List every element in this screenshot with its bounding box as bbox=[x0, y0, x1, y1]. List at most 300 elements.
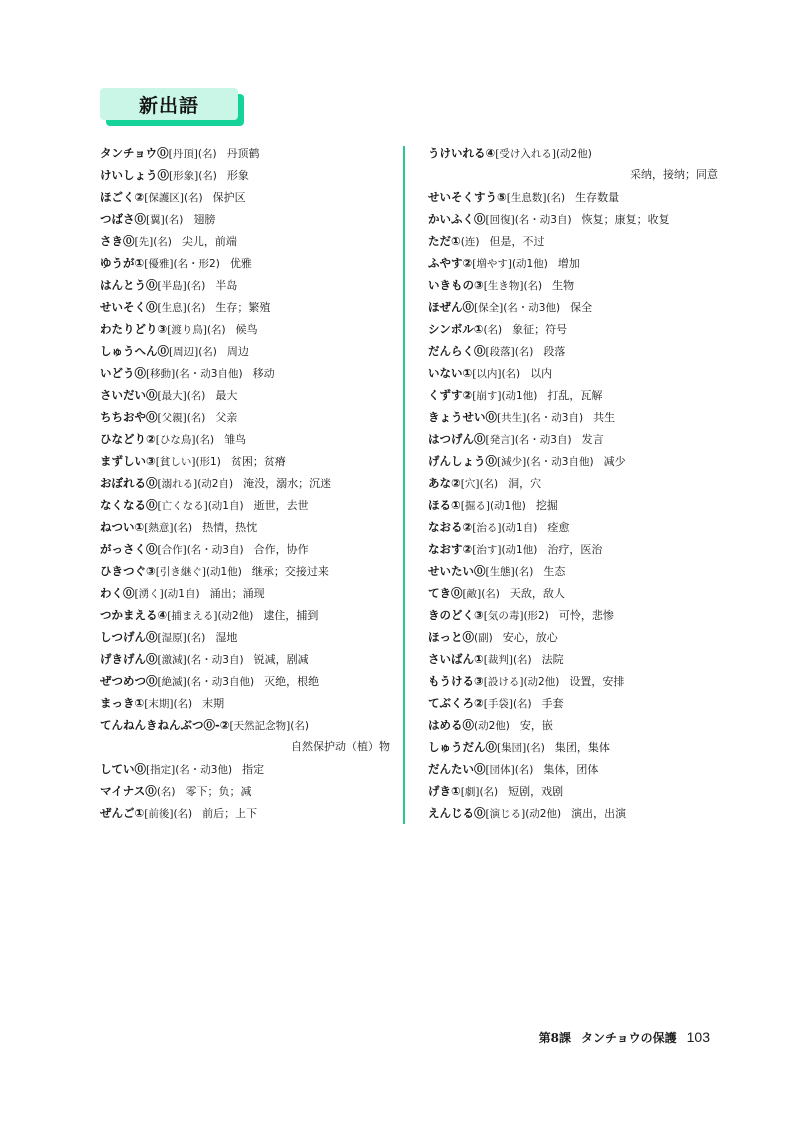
vocab-reading: てき⓪ bbox=[428, 586, 463, 600]
vocab-meaning: 治疗，医治 bbox=[547, 543, 603, 556]
vocab-meaning: 尖儿，前端 bbox=[181, 235, 237, 248]
vocab-entry bbox=[428, 450, 718, 472]
vocab-kanji: [最大] bbox=[157, 390, 187, 402]
vocab-kanji: [生息数] bbox=[506, 192, 547, 204]
vocab-entry bbox=[428, 714, 718, 736]
vocab-entry bbox=[428, 186, 718, 208]
vocab-kanji: [段落] bbox=[485, 346, 515, 358]
vocab-reading: ひきつぐ③ bbox=[100, 564, 156, 578]
vocab-meaning: 手套 bbox=[541, 697, 564, 710]
vocab-kanji: [捕まえる] bbox=[167, 610, 218, 622]
vocab-part-of-speech: (连) bbox=[460, 236, 480, 248]
vocab-kanji: [絶滅] bbox=[157, 676, 187, 688]
vocab-kanji: [劇] bbox=[460, 786, 480, 798]
vocab-kanji: [共生] bbox=[497, 412, 527, 424]
vocab-entry bbox=[100, 186, 390, 208]
vocab-kanji: [減少] bbox=[497, 456, 527, 468]
vocab-entry bbox=[100, 362, 390, 384]
vocab-entry bbox=[100, 230, 390, 252]
vocab-entry bbox=[100, 406, 390, 428]
vocab-kanji: [集団] bbox=[497, 742, 527, 754]
vocab-meaning: 逝世，去世 bbox=[253, 499, 309, 512]
vocab-reading: してい⓪ bbox=[100, 762, 146, 776]
vocab-entry bbox=[100, 472, 390, 494]
vocab-meaning: 湿地 bbox=[215, 631, 238, 644]
vocab-reading: はつげん⓪ bbox=[428, 432, 486, 446]
vocab-part-of-speech: (名) bbox=[290, 720, 309, 732]
vocab-kanji: [ひな鳥] bbox=[155, 434, 196, 446]
vocab-entry bbox=[100, 142, 390, 164]
vocab-kanji: [生き物] bbox=[483, 280, 524, 292]
vocab-meaning: 短剧，戏剧 bbox=[508, 785, 564, 798]
vocab-entry bbox=[100, 758, 390, 780]
vocab-part-of-speech: (名) bbox=[198, 170, 217, 182]
vocab-kanji: [溺れる] bbox=[157, 478, 198, 490]
vocab-reading: つかまえる④ bbox=[100, 608, 168, 622]
vocab-meaning: 锐减，剧减 bbox=[253, 653, 309, 666]
vocab-entry bbox=[428, 296, 718, 318]
vocab-part-of-speech: (动1他) bbox=[501, 390, 538, 402]
vocab-kanji: [湧く] bbox=[134, 588, 164, 600]
vocab-meaning: 逮住，捕到 bbox=[263, 609, 319, 622]
vocab-meaning: 安心，放心 bbox=[502, 631, 558, 644]
vocab-part-of-speech: (名) bbox=[183, 192, 203, 204]
vocab-kanji: [移動] bbox=[146, 368, 176, 380]
vocab-kanji: [治す] bbox=[472, 544, 502, 556]
vocab-entry bbox=[100, 296, 390, 318]
vocab-meaning: 洞，穴 bbox=[508, 477, 542, 490]
vocab-reading: ゆうが① bbox=[100, 256, 145, 270]
vocab-reading: シンボル① bbox=[428, 322, 484, 336]
vocab-kanji: [保全] bbox=[474, 302, 504, 314]
vocab-entry bbox=[428, 516, 718, 538]
vocab-reading: くずす② bbox=[428, 388, 473, 402]
vocab-meaning: 可怜，悲惨 bbox=[558, 609, 614, 622]
vocab-reading: きのどく③ bbox=[428, 608, 484, 622]
vocab-reading: せいたい⓪ bbox=[428, 564, 486, 578]
page-footer bbox=[539, 1029, 710, 1046]
vocab-kanji: [激減] bbox=[157, 654, 187, 666]
vocab-meaning: 共生 bbox=[593, 411, 616, 424]
vocab-entry bbox=[100, 340, 390, 362]
vocab-reading: きょうせい⓪ bbox=[428, 410, 497, 424]
vocab-reading: もうける③ bbox=[428, 674, 484, 688]
vocab-kanji: [回復] bbox=[485, 214, 515, 226]
vocab-meaning: 发言 bbox=[581, 433, 604, 446]
section-title: 新出語 bbox=[100, 88, 238, 120]
vocab-meaning: 保护区 bbox=[212, 191, 246, 204]
vocab-kanji: [優雅] bbox=[144, 258, 174, 270]
vocab-meaning-continuation: 自然保护动（植）物 bbox=[291, 740, 390, 753]
vocab-reading: さいばん① bbox=[428, 652, 484, 666]
vocab-kanji: [天然記念物] bbox=[229, 720, 291, 732]
vocab-part-of-speech: (动2他) bbox=[555, 148, 592, 160]
vocab-meaning: 以内 bbox=[530, 367, 553, 380]
vocab-part-of-speech: (动1自) bbox=[501, 522, 538, 534]
vocab-entry bbox=[100, 164, 390, 186]
vocab-entry bbox=[100, 582, 390, 604]
vocab-part-of-speech: (名・形2) bbox=[173, 258, 220, 270]
section-title-badge bbox=[100, 88, 246, 128]
vocab-kanji: [半島] bbox=[157, 280, 187, 292]
vocab-entry bbox=[428, 252, 718, 274]
vocab-part-of-speech: (名) bbox=[526, 742, 545, 754]
vocab-part-of-speech: (副) bbox=[474, 632, 493, 644]
vocab-entry bbox=[428, 604, 718, 626]
vocab-part-of-speech: (动1他) bbox=[501, 544, 538, 556]
vocab-reading: さいだい⓪ bbox=[100, 388, 158, 402]
vocab-reading: ぜつめつ⓪ bbox=[100, 674, 158, 688]
vocab-entry bbox=[428, 538, 718, 560]
vocab-part-of-speech: (名・动3自) bbox=[186, 654, 244, 666]
vocab-meaning: 恢复；康复；收复 bbox=[581, 213, 670, 226]
vocab-entry bbox=[428, 230, 718, 252]
vocab-meaning: 挖掘 bbox=[535, 499, 558, 512]
vocab-entry bbox=[100, 450, 390, 472]
vocab-kanji: [湿原] bbox=[157, 632, 187, 644]
vocab-entry bbox=[428, 208, 718, 230]
vocab-meaning: 半岛 bbox=[215, 279, 238, 292]
vocab-reading: まずしい③ bbox=[100, 454, 156, 468]
column-divider bbox=[403, 146, 405, 824]
vocab-reading: ちちおや⓪ bbox=[100, 410, 158, 424]
vocab-entry bbox=[100, 780, 390, 802]
vocab-kanji: [渡り鳥] bbox=[167, 324, 207, 336]
vocab-reading: ただ① bbox=[428, 234, 461, 248]
vocab-part-of-speech: (名・动3他) bbox=[503, 302, 561, 314]
vocab-reading: ふやす② bbox=[428, 256, 473, 270]
vocab-part-of-speech: (名・动3自他) bbox=[186, 676, 255, 688]
vocab-part-of-speech: (形2) bbox=[523, 610, 549, 622]
vocab-kanji: [手袋] bbox=[483, 698, 513, 710]
vocab-part-of-speech: (名) bbox=[514, 346, 534, 358]
vocab-entry bbox=[428, 406, 718, 428]
vocab-part-of-speech: (动2他) bbox=[474, 720, 510, 732]
vocab-reading: しつげん⓪ bbox=[100, 630, 158, 644]
vocab-reading: しゅうへん⓪ bbox=[100, 344, 169, 358]
vocab-part-of-speech: (名) bbox=[153, 236, 172, 248]
vocab-kanji: [引き継ぐ] bbox=[155, 566, 206, 578]
vocab-part-of-speech: (动1他) bbox=[205, 566, 242, 578]
vocab-reading: わく⓪ bbox=[100, 586, 135, 600]
vocab-reading: いどう⓪ bbox=[100, 366, 146, 380]
vocab-meaning: 演出，出演 bbox=[571, 807, 627, 820]
vocab-part-of-speech: (动1他) bbox=[489, 500, 526, 512]
vocab-entry bbox=[100, 208, 390, 230]
vocab-meaning: 涌出；涌现 bbox=[209, 587, 265, 600]
vocab-kanji: [敵] bbox=[462, 588, 482, 600]
vocab-kanji: [受け入れる] bbox=[495, 148, 556, 160]
vocab-part-of-speech: (名) bbox=[186, 302, 206, 314]
vocab-part-of-speech: (名) bbox=[186, 390, 206, 402]
vocab-entry bbox=[428, 582, 718, 604]
vocab-meaning: 周边 bbox=[226, 345, 249, 358]
vocab-entry bbox=[428, 362, 718, 384]
vocab-reading: しゅうだん⓪ bbox=[428, 740, 497, 754]
vocab-entry bbox=[428, 802, 718, 824]
vocab-part-of-speech: (名) bbox=[186, 412, 206, 424]
vocab-part-of-speech: (动2自) bbox=[197, 478, 234, 490]
vocab-reading: ぜんご① bbox=[100, 806, 145, 820]
vocab-part-of-speech: (名・动3自他) bbox=[175, 368, 243, 380]
vocab-part-of-speech: (动2他) bbox=[525, 808, 562, 820]
vocab-part-of-speech: (名) bbox=[512, 654, 532, 666]
vocab-reading: かいふく⓪ bbox=[428, 212, 486, 226]
vocab-part-of-speech: (名) bbox=[173, 808, 193, 820]
vocab-kanji: [以内] bbox=[472, 368, 502, 380]
vocab-part-of-speech: (名) bbox=[479, 478, 499, 490]
vocab-part-of-speech: (名) bbox=[156, 786, 176, 798]
vocab-meaning: 零下；负；减 bbox=[185, 785, 252, 798]
vocab-reading: せいそくすう⑤ bbox=[428, 190, 507, 204]
vocab-meaning: 移动 bbox=[252, 367, 275, 380]
vocab-column-right bbox=[428, 142, 718, 824]
vocab-meaning: 增加 bbox=[557, 257, 580, 270]
vocab-reading: ほる① bbox=[428, 498, 461, 512]
vocab-part-of-speech: (名) bbox=[173, 698, 193, 710]
vocab-part-of-speech: (名) bbox=[195, 434, 215, 446]
vocab-reading: ひなどり② bbox=[100, 432, 156, 446]
footer-lesson-title: タンチョウの保護 bbox=[580, 1031, 677, 1045]
vocab-entry bbox=[428, 274, 718, 296]
vocab-meaning: 最大 bbox=[215, 389, 238, 402]
vocab-meaning: 生存数量 bbox=[575, 191, 620, 204]
vocab-reading: タンチョウ⓪ bbox=[100, 146, 169, 160]
vocab-reading: てんねんきねんぶつ⓪-② bbox=[100, 718, 230, 732]
vocab-meaning: 安，嵌 bbox=[519, 719, 553, 732]
vocab-reading: なくなる⓪ bbox=[100, 498, 158, 512]
vocab-entry bbox=[428, 648, 718, 670]
vocab-part-of-speech: (名) bbox=[198, 346, 217, 358]
vocab-meaning: 设置，安排 bbox=[569, 675, 625, 688]
vocab-entry bbox=[428, 692, 718, 714]
vocab-entry bbox=[428, 736, 718, 758]
vocab-reading: げき① bbox=[428, 784, 461, 798]
vocab-reading: ねつい① bbox=[100, 520, 145, 534]
vocab-meaning: 丹顶鹤 bbox=[226, 147, 260, 160]
vocab-kanji: [気の毒] bbox=[483, 610, 524, 622]
vocab-meaning: 灭绝，根绝 bbox=[264, 675, 320, 688]
vocab-kanji: [亡くなる] bbox=[157, 500, 208, 512]
vocab-kanji: [保護区] bbox=[144, 192, 184, 204]
vocab-meaning: 父亲 bbox=[215, 411, 238, 424]
vocab-kanji: [発言] bbox=[485, 434, 515, 446]
vocab-entry bbox=[428, 560, 718, 582]
vocab-meaning-continuation: 采纳，接纳；同意 bbox=[630, 168, 718, 181]
vocab-part-of-speech: (名) bbox=[546, 192, 566, 204]
footer-lesson: 第8課 bbox=[538, 1031, 571, 1045]
vocab-entry bbox=[100, 384, 390, 406]
vocab-entry bbox=[428, 428, 718, 450]
vocab-column-left bbox=[100, 142, 390, 824]
page-number: 103 bbox=[686, 1029, 710, 1045]
vocab-part-of-speech: (名・动3他) bbox=[175, 764, 233, 776]
vocab-reading: なおす② bbox=[428, 542, 473, 556]
vocab-meaning: 保全 bbox=[570, 301, 593, 314]
vocab-entry bbox=[428, 384, 718, 406]
vocab-part-of-speech: (名) bbox=[197, 148, 217, 160]
vocab-part-of-speech: (形1) bbox=[195, 456, 221, 468]
vocab-meaning: 形象 bbox=[226, 169, 249, 182]
vocab-reading: はんとう⓪ bbox=[100, 278, 158, 292]
vocab-kanji: [合作] bbox=[157, 544, 187, 556]
vocab-part-of-speech: (名) bbox=[481, 588, 500, 600]
vocab-kanji: [掘る] bbox=[460, 500, 490, 512]
vocab-reading: えんじる⓪ bbox=[428, 806, 486, 820]
vocab-part-of-speech: (动2他) bbox=[523, 676, 560, 688]
vocab-entry bbox=[100, 252, 390, 274]
vocab-part-of-speech: (名) bbox=[523, 280, 543, 292]
vocab-meaning: 集体，团体 bbox=[543, 763, 599, 776]
vocab-meaning: 指定 bbox=[242, 763, 265, 776]
vocab-kanji: [生態] bbox=[485, 566, 515, 578]
vocab-part-of-speech: (动1自) bbox=[163, 588, 200, 600]
vocab-entry bbox=[428, 758, 718, 780]
vocab-meaning: 但是，不过 bbox=[489, 235, 545, 248]
vocab-meaning: 翅膀 bbox=[193, 213, 216, 226]
vocab-kanji: [演じる] bbox=[485, 808, 526, 820]
vocab-kanji: [指定] bbox=[146, 764, 176, 776]
vocab-kanji: [丹頂] bbox=[168, 148, 198, 160]
vocab-reading: ほぜん⓪ bbox=[428, 300, 474, 314]
vocab-part-of-speech: (名・动3自他) bbox=[526, 456, 594, 468]
vocab-meaning: 前后；上下 bbox=[202, 807, 258, 820]
vocab-reading: あな② bbox=[428, 476, 461, 490]
vocab-reading: ほごく② bbox=[100, 190, 145, 204]
vocab-entry bbox=[428, 318, 718, 340]
vocab-entry bbox=[100, 560, 390, 582]
vocab-meaning: 末期 bbox=[202, 697, 225, 710]
vocab-reading: げんしょう⓪ bbox=[428, 454, 497, 468]
vocab-reading: がっさく⓪ bbox=[100, 542, 158, 556]
vocab-reading: ほっと⓪ bbox=[428, 630, 474, 644]
vocab-part-of-speech: (名) bbox=[186, 280, 206, 292]
vocab-entry bbox=[100, 538, 390, 560]
vocab-entry bbox=[100, 692, 390, 714]
vocab-reading: てぶくろ② bbox=[428, 696, 484, 710]
vocab-reading: さき⓪ bbox=[100, 234, 135, 248]
vocab-meaning: 候鸟 bbox=[235, 323, 258, 336]
vocab-kanji: [翼] bbox=[146, 214, 165, 226]
vocab-entry bbox=[100, 648, 390, 670]
vocab-kanji: [周辺] bbox=[169, 346, 199, 358]
vocab-kanji: [増やす] bbox=[472, 258, 512, 270]
vocab-part-of-speech: (名) bbox=[164, 214, 184, 226]
vocab-kanji: [先] bbox=[134, 236, 154, 248]
vocab-kanji: [裁判] bbox=[483, 654, 513, 666]
vocab-meaning: 生物 bbox=[552, 279, 575, 292]
vocab-part-of-speech: (名) bbox=[479, 786, 499, 798]
vocab-entry bbox=[428, 626, 718, 648]
vocab-part-of-speech: (名・动3自) bbox=[514, 434, 572, 446]
vocab-reading: なおる② bbox=[428, 520, 473, 534]
vocab-reading: つばさ⓪ bbox=[100, 212, 146, 226]
vocab-entry bbox=[100, 516, 390, 538]
vocab-reading: いない① bbox=[428, 366, 473, 380]
vocab-part-of-speech: (动1他) bbox=[511, 258, 548, 270]
vocab-entry bbox=[428, 472, 718, 494]
vocab-meaning: 生存；繁殖 bbox=[215, 301, 271, 314]
vocab-part-of-speech: (名) bbox=[206, 324, 226, 336]
vocab-meaning: 集团，集体 bbox=[554, 741, 610, 754]
vocab-part-of-speech: (名・动3自) bbox=[186, 544, 244, 556]
vocab-part-of-speech: (动2他) bbox=[217, 610, 254, 622]
vocab-meaning: 合作，协作 bbox=[253, 543, 309, 556]
vocab-kanji: [父親] bbox=[157, 412, 187, 424]
vocab-reading: うけいれる④ bbox=[428, 146, 496, 160]
vocab-kanji: [前後] bbox=[144, 808, 174, 820]
vocab-meaning: 淹没，溺水；沉迷 bbox=[243, 477, 332, 490]
vocab-kanji: [崩す] bbox=[472, 390, 502, 402]
vocab-part-of-speech: (名・动3自) bbox=[514, 214, 572, 226]
vocab-entry bbox=[100, 802, 390, 824]
vocab-part-of-speech: (名) bbox=[501, 368, 521, 380]
vocab-meaning: 贫困；贫瘠 bbox=[230, 455, 286, 468]
vocab-meaning: 象征；符号 bbox=[512, 323, 568, 336]
vocab-reading: マイナス⓪ bbox=[100, 784, 157, 798]
vocab-entry bbox=[428, 494, 718, 516]
vocab-meaning: 痊愈 bbox=[547, 521, 570, 534]
vocab-part-of-speech: (名) bbox=[173, 522, 193, 534]
vocab-meaning: 天敌，敌人 bbox=[509, 587, 565, 600]
vocab-entry bbox=[428, 142, 718, 164]
vocab-reading: おぼれる⓪ bbox=[100, 476, 158, 490]
vocab-entry bbox=[100, 318, 390, 340]
vocab-entry bbox=[100, 604, 390, 626]
vocab-entry bbox=[100, 494, 390, 516]
vocab-reading: はめる⓪ bbox=[428, 718, 474, 732]
vocab-reading: いきもの③ bbox=[428, 278, 484, 292]
vocab-entry bbox=[100, 274, 390, 296]
vocab-entry bbox=[428, 780, 718, 802]
vocab-meaning: 打乱，瓦解 bbox=[547, 389, 603, 402]
vocab-reading: わたりどり③ bbox=[100, 322, 168, 336]
vocab-kanji: [設ける] bbox=[483, 676, 524, 688]
vocab-meaning: 热情，热忱 bbox=[202, 521, 258, 534]
vocab-part-of-speech: (名) bbox=[514, 764, 534, 776]
vocab-entry bbox=[100, 714, 390, 736]
vocab-reading: だんたい⓪ bbox=[428, 762, 486, 776]
vocab-kanji: [形象] bbox=[169, 170, 199, 182]
vocab-reading: まっき① bbox=[100, 696, 145, 710]
vocab-part-of-speech: (名) bbox=[186, 632, 206, 644]
vocab-meaning: 段落 bbox=[543, 345, 566, 358]
vocab-entry bbox=[100, 428, 390, 450]
vocab-kanji: [末期] bbox=[144, 698, 174, 710]
vocab-meaning: 优雅 bbox=[229, 257, 252, 270]
vocab-meaning: 雏鸟 bbox=[224, 433, 247, 446]
vocab-part-of-speech: (动1自) bbox=[207, 500, 244, 512]
vocab-meaning: 生态 bbox=[543, 565, 566, 578]
vocab-entry bbox=[100, 670, 390, 692]
vocab-kanji: [生息] bbox=[157, 302, 187, 314]
vocab-kanji: [穴] bbox=[460, 478, 480, 490]
vocab-part-of-speech: (名) bbox=[514, 566, 534, 578]
vocab-meaning: 法院 bbox=[541, 653, 564, 666]
vocab-meaning: 减少 bbox=[603, 455, 626, 468]
vocab-entry bbox=[100, 626, 390, 648]
vocab-part-of-speech: (名・动3自) bbox=[526, 412, 584, 424]
vocab-kanji: [治る] bbox=[472, 522, 502, 534]
vocab-kanji: [貧しい] bbox=[155, 456, 196, 468]
vocab-reading: だんらく⓪ bbox=[428, 344, 486, 358]
vocab-kanji: [団体] bbox=[485, 764, 515, 776]
vocab-part-of-speech: (名) bbox=[512, 698, 532, 710]
vocab-reading: げきげん⓪ bbox=[100, 652, 158, 666]
vocab-kanji: [熱意] bbox=[144, 522, 174, 534]
vocab-entry bbox=[428, 670, 718, 692]
vocab-meaning: 继承；交接过来 bbox=[251, 565, 329, 578]
